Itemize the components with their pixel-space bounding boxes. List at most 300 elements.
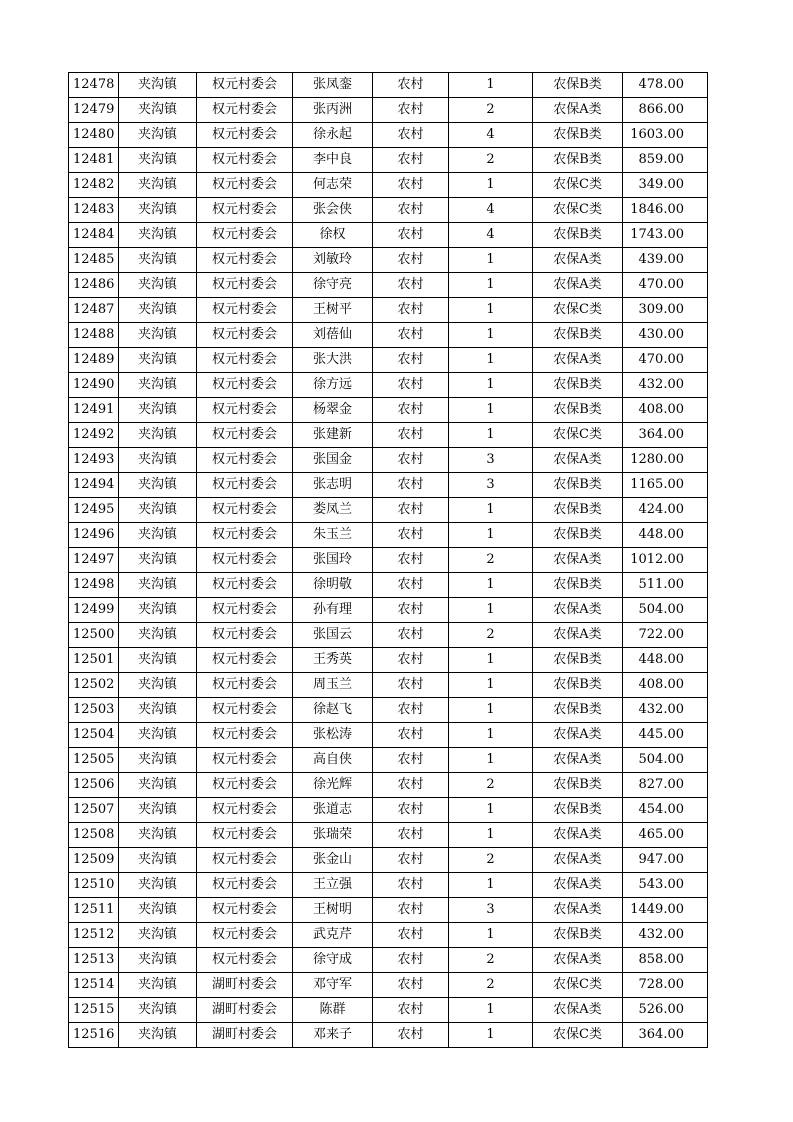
person-name-cell: 徐权 bbox=[293, 223, 373, 248]
person-name-cell: 娄凤兰 bbox=[293, 498, 373, 523]
household-count-cell: 2 bbox=[449, 148, 533, 173]
household-count-cell: 4 bbox=[449, 198, 533, 223]
table-row bbox=[69, 273, 708, 298]
household-count-cell: 2 bbox=[449, 98, 533, 123]
serial-number-cell: 12495 bbox=[69, 498, 119, 523]
serial-number-cell: 12501 bbox=[69, 648, 119, 673]
town-cell: 夹沟镇 bbox=[119, 73, 197, 98]
category-cell: 农保B类 bbox=[533, 798, 623, 823]
village-committee-cell: 权元村委会 bbox=[197, 923, 293, 948]
area-type-cell: 农村 bbox=[373, 273, 449, 298]
village-committee-cell: 权元村委会 bbox=[197, 948, 293, 973]
town-cell: 夹沟镇 bbox=[119, 223, 197, 248]
town-cell: 夹沟镇 bbox=[119, 273, 197, 298]
household-count-cell: 1 bbox=[449, 423, 533, 448]
serial-number-cell: 12483 bbox=[69, 198, 119, 223]
village-committee-cell: 权元村委会 bbox=[197, 848, 293, 873]
household-count-cell: 2 bbox=[449, 773, 533, 798]
serial-number-cell: 12497 bbox=[69, 548, 119, 573]
amount-cell: 454.00 bbox=[623, 798, 708, 823]
person-name-cell: 徐守成 bbox=[293, 948, 373, 973]
amount-cell: 432.00 bbox=[623, 373, 708, 398]
person-name-cell: 徐守亮 bbox=[293, 273, 373, 298]
serial-number-cell: 12482 bbox=[69, 173, 119, 198]
person-name-cell: 王树明 bbox=[293, 898, 373, 923]
village-committee-cell: 权元村委会 bbox=[197, 523, 293, 548]
table-row bbox=[69, 148, 708, 173]
amount-cell: 364.00 bbox=[623, 423, 708, 448]
area-type-cell: 农村 bbox=[373, 423, 449, 448]
town-cell: 夹沟镇 bbox=[119, 873, 197, 898]
amount-cell: 504.00 bbox=[623, 598, 708, 623]
village-committee-cell: 权元村委会 bbox=[197, 898, 293, 923]
table-row bbox=[69, 423, 708, 448]
amount-cell: 432.00 bbox=[623, 923, 708, 948]
area-type-cell: 农村 bbox=[373, 123, 449, 148]
amount-cell: 543.00 bbox=[623, 873, 708, 898]
category-cell: 农保C类 bbox=[533, 973, 623, 998]
person-name-cell: 徐永起 bbox=[293, 123, 373, 148]
household-count-cell: 1 bbox=[449, 873, 533, 898]
household-count-cell: 2 bbox=[449, 948, 533, 973]
household-count-cell: 3 bbox=[449, 898, 533, 923]
serial-number-cell: 12499 bbox=[69, 598, 119, 623]
town-cell: 夹沟镇 bbox=[119, 723, 197, 748]
household-count-cell: 1 bbox=[449, 648, 533, 673]
village-committee-cell: 权元村委会 bbox=[197, 673, 293, 698]
amount-cell: 1743.00 bbox=[623, 223, 708, 248]
village-committee-cell: 权元村委会 bbox=[197, 448, 293, 473]
person-name-cell: 李中良 bbox=[293, 148, 373, 173]
village-committee-cell: 权元村委会 bbox=[197, 798, 293, 823]
table-row bbox=[69, 523, 708, 548]
village-committee-cell: 权元村委会 bbox=[197, 598, 293, 623]
person-name-cell: 邓来子 bbox=[293, 1023, 373, 1048]
category-cell: 农保A类 bbox=[533, 948, 623, 973]
amount-cell: 526.00 bbox=[623, 998, 708, 1023]
household-count-cell: 1 bbox=[449, 798, 533, 823]
category-cell: 农保A类 bbox=[533, 848, 623, 873]
household-count-cell: 1 bbox=[449, 398, 533, 423]
area-type-cell: 农村 bbox=[373, 323, 449, 348]
area-type-cell: 农村 bbox=[373, 623, 449, 648]
area-type-cell: 农村 bbox=[373, 398, 449, 423]
table-row bbox=[69, 173, 708, 198]
serial-number-cell: 12503 bbox=[69, 698, 119, 723]
area-type-cell: 农村 bbox=[373, 573, 449, 598]
village-committee-cell: 权元村委会 bbox=[197, 748, 293, 773]
amount-cell: 1603.00 bbox=[623, 123, 708, 148]
table-row bbox=[69, 398, 708, 423]
serial-number-cell: 12506 bbox=[69, 773, 119, 798]
village-committee-cell: 权元村委会 bbox=[197, 248, 293, 273]
town-cell: 夹沟镇 bbox=[119, 823, 197, 848]
table-row bbox=[69, 673, 708, 698]
serial-number-cell: 12480 bbox=[69, 123, 119, 148]
town-cell: 夹沟镇 bbox=[119, 598, 197, 623]
category-cell: 农保A类 bbox=[533, 748, 623, 773]
category-cell: 农保B类 bbox=[533, 373, 623, 398]
amount-cell: 470.00 bbox=[623, 348, 708, 373]
town-cell: 夹沟镇 bbox=[119, 523, 197, 548]
household-count-cell: 1 bbox=[449, 323, 533, 348]
village-committee-cell: 湖町村委会 bbox=[197, 1023, 293, 1048]
person-name-cell: 孙有理 bbox=[293, 598, 373, 623]
town-cell: 夹沟镇 bbox=[119, 848, 197, 873]
town-cell: 夹沟镇 bbox=[119, 148, 197, 173]
category-cell: 农保C类 bbox=[533, 173, 623, 198]
serial-number-cell: 12502 bbox=[69, 673, 119, 698]
serial-number-cell: 12509 bbox=[69, 848, 119, 873]
table-body bbox=[69, 73, 708, 1048]
amount-cell: 1012.00 bbox=[623, 548, 708, 573]
person-name-cell: 徐光辉 bbox=[293, 773, 373, 798]
category-cell: 农保C类 bbox=[533, 198, 623, 223]
town-cell: 夹沟镇 bbox=[119, 973, 197, 998]
area-type-cell: 农村 bbox=[373, 448, 449, 473]
area-type-cell: 农村 bbox=[373, 823, 449, 848]
category-cell: 农保C类 bbox=[533, 423, 623, 448]
amount-cell: 859.00 bbox=[623, 148, 708, 173]
person-name-cell: 朱玉兰 bbox=[293, 523, 373, 548]
serial-number-cell: 12510 bbox=[69, 873, 119, 898]
household-count-cell: 1 bbox=[449, 998, 533, 1023]
category-cell: 农保B类 bbox=[533, 498, 623, 523]
town-cell: 夹沟镇 bbox=[119, 573, 197, 598]
town-cell: 夹沟镇 bbox=[119, 948, 197, 973]
village-committee-cell: 湖町村委会 bbox=[197, 998, 293, 1023]
category-cell: 农保B类 bbox=[533, 398, 623, 423]
town-cell: 夹沟镇 bbox=[119, 173, 197, 198]
area-type-cell: 农村 bbox=[373, 198, 449, 223]
town-cell: 夹沟镇 bbox=[119, 323, 197, 348]
amount-cell: 448.00 bbox=[623, 523, 708, 548]
town-cell: 夹沟镇 bbox=[119, 773, 197, 798]
amount-cell: 478.00 bbox=[623, 73, 708, 98]
village-committee-cell: 权元村委会 bbox=[197, 73, 293, 98]
area-type-cell: 农村 bbox=[373, 848, 449, 873]
person-name-cell: 张国玲 bbox=[293, 548, 373, 573]
table-row bbox=[69, 323, 708, 348]
serial-number-cell: 12500 bbox=[69, 623, 119, 648]
category-cell: 农保A类 bbox=[533, 723, 623, 748]
category-cell: 农保A类 bbox=[533, 598, 623, 623]
serial-number-cell: 12515 bbox=[69, 998, 119, 1023]
serial-number-cell: 12504 bbox=[69, 723, 119, 748]
village-committee-cell: 权元村委会 bbox=[197, 823, 293, 848]
area-type-cell: 农村 bbox=[373, 473, 449, 498]
amount-cell: 439.00 bbox=[623, 248, 708, 273]
amount-cell: 364.00 bbox=[623, 1023, 708, 1048]
village-committee-cell: 权元村委会 bbox=[197, 623, 293, 648]
amount-cell: 309.00 bbox=[623, 298, 708, 323]
household-count-cell: 1 bbox=[449, 823, 533, 848]
village-committee-cell: 权元村委会 bbox=[197, 298, 293, 323]
area-type-cell: 农村 bbox=[373, 948, 449, 973]
household-count-cell: 1 bbox=[449, 373, 533, 398]
village-committee-cell: 权元村委会 bbox=[197, 373, 293, 398]
serial-number-cell: 12516 bbox=[69, 1023, 119, 1048]
category-cell: 农保B类 bbox=[533, 648, 623, 673]
household-count-cell: 1 bbox=[449, 498, 533, 523]
household-count-cell: 1 bbox=[449, 248, 533, 273]
village-committee-cell: 权元村委会 bbox=[197, 773, 293, 798]
village-committee-cell: 权元村委会 bbox=[197, 573, 293, 598]
category-cell: 农保C类 bbox=[533, 298, 623, 323]
category-cell: 农保B类 bbox=[533, 698, 623, 723]
table-row bbox=[69, 723, 708, 748]
person-name-cell: 徐赵飞 bbox=[293, 698, 373, 723]
amount-cell: 470.00 bbox=[623, 273, 708, 298]
village-committee-cell: 权元村委会 bbox=[197, 498, 293, 523]
table-row bbox=[69, 898, 708, 923]
amount-cell: 1449.00 bbox=[623, 898, 708, 923]
town-cell: 夹沟镇 bbox=[119, 373, 197, 398]
town-cell: 夹沟镇 bbox=[119, 473, 197, 498]
area-type-cell: 农村 bbox=[373, 648, 449, 673]
town-cell: 夹沟镇 bbox=[119, 1023, 197, 1048]
person-name-cell: 张国金 bbox=[293, 448, 373, 473]
table-row bbox=[69, 198, 708, 223]
village-committee-cell: 权元村委会 bbox=[197, 323, 293, 348]
serial-number-cell: 12511 bbox=[69, 898, 119, 923]
area-type-cell: 农村 bbox=[373, 873, 449, 898]
person-name-cell: 张建新 bbox=[293, 423, 373, 448]
serial-number-cell: 12493 bbox=[69, 448, 119, 473]
town-cell: 夹沟镇 bbox=[119, 298, 197, 323]
category-cell: 农保A类 bbox=[533, 273, 623, 298]
household-count-cell: 2 bbox=[449, 848, 533, 873]
area-type-cell: 农村 bbox=[373, 698, 449, 723]
serial-number-cell: 12478 bbox=[69, 73, 119, 98]
table-row bbox=[69, 223, 708, 248]
category-cell: 农保B类 bbox=[533, 123, 623, 148]
serial-number-cell: 12485 bbox=[69, 248, 119, 273]
serial-number-cell: 12481 bbox=[69, 148, 119, 173]
area-type-cell: 农村 bbox=[373, 348, 449, 373]
table-row bbox=[69, 698, 708, 723]
amount-cell: 866.00 bbox=[623, 98, 708, 123]
table-row bbox=[69, 498, 708, 523]
household-count-cell: 4 bbox=[449, 223, 533, 248]
category-cell: 农保A类 bbox=[533, 348, 623, 373]
serial-number-cell: 12491 bbox=[69, 398, 119, 423]
household-count-cell: 1 bbox=[449, 673, 533, 698]
category-cell: 农保C类 bbox=[533, 1023, 623, 1048]
area-type-cell: 农村 bbox=[373, 223, 449, 248]
table-row bbox=[69, 848, 708, 873]
person-name-cell: 刘蓓仙 bbox=[293, 323, 373, 348]
serial-number-cell: 12513 bbox=[69, 948, 119, 973]
table-row bbox=[69, 823, 708, 848]
amount-cell: 424.00 bbox=[623, 498, 708, 523]
household-count-cell: 2 bbox=[449, 623, 533, 648]
household-count-cell: 1 bbox=[449, 273, 533, 298]
category-cell: 农保A类 bbox=[533, 898, 623, 923]
category-cell: 农保A类 bbox=[533, 98, 623, 123]
amount-cell: 408.00 bbox=[623, 398, 708, 423]
area-type-cell: 农村 bbox=[373, 748, 449, 773]
table-row bbox=[69, 448, 708, 473]
village-committee-cell: 权元村委会 bbox=[197, 273, 293, 298]
household-count-cell: 3 bbox=[449, 448, 533, 473]
village-committee-cell: 权元村委会 bbox=[197, 698, 293, 723]
village-committee-cell: 湖町村委会 bbox=[197, 973, 293, 998]
area-type-cell: 农村 bbox=[373, 173, 449, 198]
category-cell: 农保A类 bbox=[533, 998, 623, 1023]
amount-cell: 858.00 bbox=[623, 948, 708, 973]
amount-cell: 448.00 bbox=[623, 648, 708, 673]
person-name-cell: 徐方远 bbox=[293, 373, 373, 398]
village-committee-cell: 权元村委会 bbox=[197, 398, 293, 423]
category-cell: 农保B类 bbox=[533, 148, 623, 173]
household-count-cell: 1 bbox=[449, 923, 533, 948]
table-row bbox=[69, 298, 708, 323]
town-cell: 夹沟镇 bbox=[119, 673, 197, 698]
serial-number-cell: 12496 bbox=[69, 523, 119, 548]
table-row bbox=[69, 773, 708, 798]
person-name-cell: 张松涛 bbox=[293, 723, 373, 748]
category-cell: 农保B类 bbox=[533, 523, 623, 548]
village-committee-cell: 权元村委会 bbox=[197, 148, 293, 173]
table-row bbox=[69, 98, 708, 123]
person-name-cell: 王树平 bbox=[293, 298, 373, 323]
table-row bbox=[69, 73, 708, 98]
table-row bbox=[69, 548, 708, 573]
area-type-cell: 农村 bbox=[373, 798, 449, 823]
village-committee-cell: 权元村委会 bbox=[197, 873, 293, 898]
table-row bbox=[69, 998, 708, 1023]
category-cell: 农保B类 bbox=[533, 673, 623, 698]
area-type-cell: 农村 bbox=[373, 148, 449, 173]
village-committee-cell: 权元村委会 bbox=[197, 548, 293, 573]
town-cell: 夹沟镇 bbox=[119, 248, 197, 273]
serial-number-cell: 12492 bbox=[69, 423, 119, 448]
household-count-cell: 1 bbox=[449, 598, 533, 623]
village-committee-cell: 权元村委会 bbox=[197, 198, 293, 223]
table-row bbox=[69, 1023, 708, 1048]
serial-number-cell: 12494 bbox=[69, 473, 119, 498]
table-row bbox=[69, 923, 708, 948]
person-name-cell: 张凤銮 bbox=[293, 73, 373, 98]
household-count-cell: 1 bbox=[449, 573, 533, 598]
amount-cell: 1165.00 bbox=[623, 473, 708, 498]
table-row bbox=[69, 648, 708, 673]
person-name-cell: 张丙洲 bbox=[293, 98, 373, 123]
area-type-cell: 农村 bbox=[373, 598, 449, 623]
person-name-cell: 何志荣 bbox=[293, 173, 373, 198]
amount-cell: 408.00 bbox=[623, 673, 708, 698]
town-cell: 夹沟镇 bbox=[119, 998, 197, 1023]
category-cell: 农保B类 bbox=[533, 223, 623, 248]
village-committee-cell: 权元村委会 bbox=[197, 648, 293, 673]
household-count-cell: 2 bbox=[449, 548, 533, 573]
category-cell: 农保B类 bbox=[533, 473, 623, 498]
person-name-cell: 张道志 bbox=[293, 798, 373, 823]
serial-number-cell: 12512 bbox=[69, 923, 119, 948]
household-count-cell: 1 bbox=[449, 523, 533, 548]
person-name-cell: 王立强 bbox=[293, 873, 373, 898]
town-cell: 夹沟镇 bbox=[119, 648, 197, 673]
area-type-cell: 农村 bbox=[373, 373, 449, 398]
amount-cell: 349.00 bbox=[623, 173, 708, 198]
person-name-cell: 武克芹 bbox=[293, 923, 373, 948]
table-row bbox=[69, 348, 708, 373]
amount-cell: 504.00 bbox=[623, 748, 708, 773]
person-name-cell: 张会侠 bbox=[293, 198, 373, 223]
town-cell: 夹沟镇 bbox=[119, 698, 197, 723]
table-row bbox=[69, 948, 708, 973]
data-table bbox=[68, 72, 708, 1048]
table-row bbox=[69, 598, 708, 623]
serial-number-cell: 12490 bbox=[69, 373, 119, 398]
serial-number-cell: 12508 bbox=[69, 823, 119, 848]
serial-number-cell: 12488 bbox=[69, 323, 119, 348]
serial-number-cell: 12498 bbox=[69, 573, 119, 598]
town-cell: 夹沟镇 bbox=[119, 548, 197, 573]
household-count-cell: 1 bbox=[449, 723, 533, 748]
person-name-cell: 徐明敬 bbox=[293, 573, 373, 598]
person-name-cell: 张志明 bbox=[293, 473, 373, 498]
table-row bbox=[69, 473, 708, 498]
category-cell: 农保A类 bbox=[533, 448, 623, 473]
person-name-cell: 张大洪 bbox=[293, 348, 373, 373]
household-count-cell: 4 bbox=[449, 123, 533, 148]
serial-number-cell: 12487 bbox=[69, 298, 119, 323]
household-count-cell: 2 bbox=[449, 973, 533, 998]
category-cell: 农保A类 bbox=[533, 548, 623, 573]
village-committee-cell: 权元村委会 bbox=[197, 98, 293, 123]
serial-number-cell: 12486 bbox=[69, 273, 119, 298]
area-type-cell: 农村 bbox=[373, 998, 449, 1023]
category-cell: 农保B类 bbox=[533, 923, 623, 948]
amount-cell: 430.00 bbox=[623, 323, 708, 348]
person-name-cell: 王秀英 bbox=[293, 648, 373, 673]
town-cell: 夹沟镇 bbox=[119, 498, 197, 523]
amount-cell: 445.00 bbox=[623, 723, 708, 748]
area-type-cell: 农村 bbox=[373, 773, 449, 798]
area-type-cell: 农村 bbox=[373, 98, 449, 123]
town-cell: 夹沟镇 bbox=[119, 348, 197, 373]
amount-cell: 722.00 bbox=[623, 623, 708, 648]
amount-cell: 1280.00 bbox=[623, 448, 708, 473]
town-cell: 夹沟镇 bbox=[119, 448, 197, 473]
household-count-cell: 3 bbox=[449, 473, 533, 498]
person-name-cell: 刘敏玲 bbox=[293, 248, 373, 273]
town-cell: 夹沟镇 bbox=[119, 748, 197, 773]
table-row bbox=[69, 573, 708, 598]
town-cell: 夹沟镇 bbox=[119, 198, 197, 223]
category-cell: 农保A类 bbox=[533, 623, 623, 648]
category-cell: 农保B类 bbox=[533, 773, 623, 798]
town-cell: 夹沟镇 bbox=[119, 123, 197, 148]
town-cell: 夹沟镇 bbox=[119, 398, 197, 423]
category-cell: 农保A类 bbox=[533, 248, 623, 273]
village-committee-cell: 权元村委会 bbox=[197, 223, 293, 248]
area-type-cell: 农村 bbox=[373, 723, 449, 748]
serial-number-cell: 12484 bbox=[69, 223, 119, 248]
area-type-cell: 农村 bbox=[373, 523, 449, 548]
area-type-cell: 农村 bbox=[373, 1023, 449, 1048]
person-name-cell: 高自侠 bbox=[293, 748, 373, 773]
category-cell: 农保B类 bbox=[533, 73, 623, 98]
table-row bbox=[69, 973, 708, 998]
amount-cell: 827.00 bbox=[623, 773, 708, 798]
amount-cell: 1846.00 bbox=[623, 198, 708, 223]
serial-number-cell: 12507 bbox=[69, 798, 119, 823]
person-name-cell: 张金山 bbox=[293, 848, 373, 873]
household-count-cell: 1 bbox=[449, 73, 533, 98]
